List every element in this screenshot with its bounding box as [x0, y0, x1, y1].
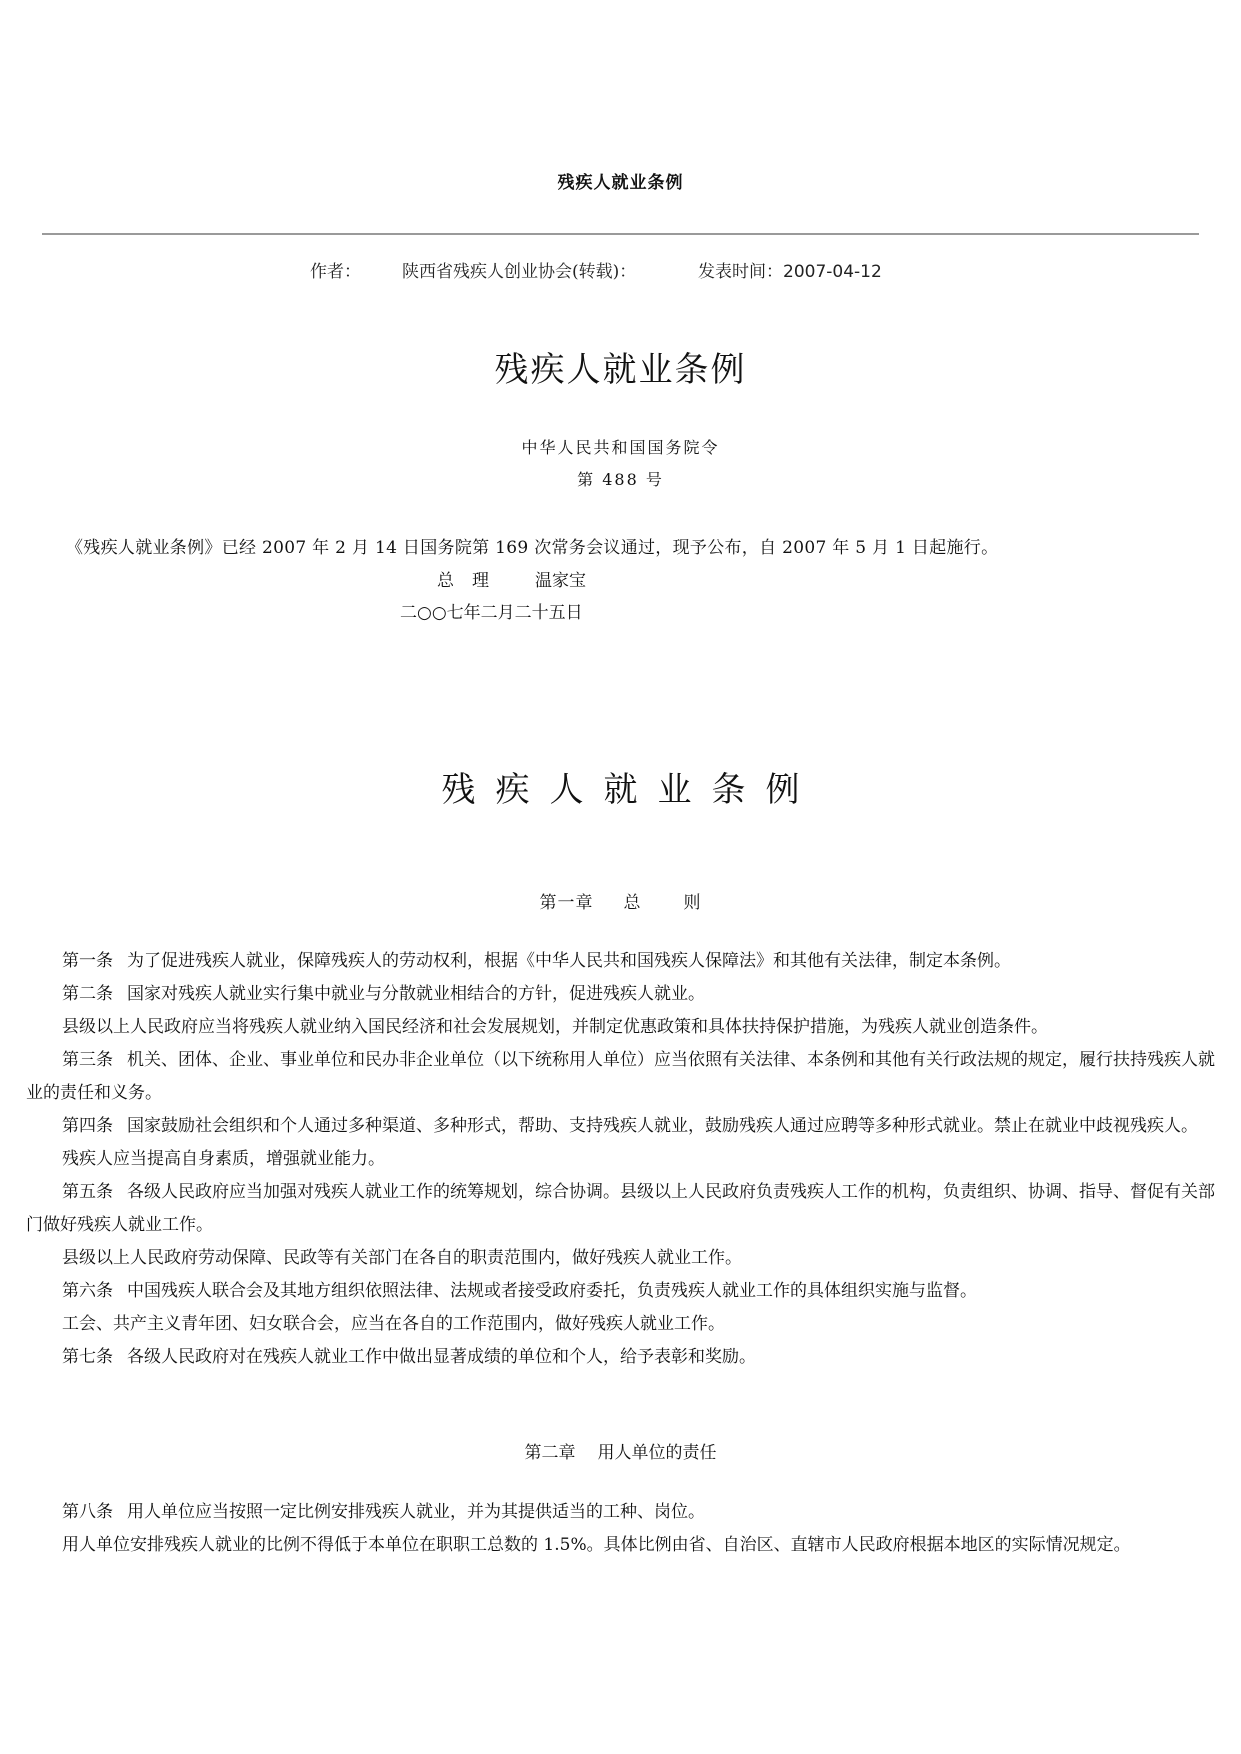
chapter-1-title-a: 总	[623, 893, 642, 913]
article-label: 第五条	[62, 1182, 113, 1202]
article-text: 用人单位安排残疾人就业的比例不得低于本单位在职职工总数的 1.5%。具体比例由省、自治区、直辖市人民政府根据本地区的实际情况规定。	[62, 1535, 1131, 1555]
decree-date: 二○○七年二月二十五日	[400, 603, 583, 623]
article-text: 残疾人应当提高自身素质，增强就业能力。	[62, 1149, 385, 1169]
article-label: 第七条	[62, 1347, 113, 1367]
decree-issuer: 中华人民共和国国务院令	[521, 438, 720, 457]
article-text: 各级人民政府对在残疾人就业工作中做出显著成绩的单位和个人，给予表彰和奖励。	[127, 1347, 756, 1367]
chapter-2-title: 用人单位的责任	[597, 1443, 717, 1463]
chapter-1-heading	[0, 888, 1241, 913]
article-paragraph	[26, 1242, 1216, 1275]
article-text: 国家对残疾人就业实行集中就业与分散就业相结合的方针，促进残疾人就业。	[127, 984, 705, 1004]
article-text: 县级以上人民政府劳动保障、民政等有关部门在各自的职责范围内，做好残疾人就业工作。	[62, 1248, 742, 1268]
article-paragraph	[26, 1341, 1216, 1374]
promulgation-text: 《残疾人就业条例》已经 2007 年 2 月 14 日国务院第 169 次常务会议通过，现予公布，自 2007 年 5 月 1 日起施行。	[66, 538, 999, 558]
decree-title: 残疾人就业条例	[494, 350, 747, 390]
article-paragraph	[26, 1110, 1216, 1143]
article-page-title: 残疾人就业条例	[557, 173, 684, 193]
article-text: 中国残疾人联合会及其地方组织依照法律、法规或者接受政府委托，负责残疾人就业工作的具体组织实施与监督。	[127, 1281, 977, 1301]
article-paragraph	[26, 1275, 1216, 1308]
article-label: 第一条	[62, 951, 113, 971]
chapter-2-heading	[0, 1438, 1241, 1463]
article-text: 机关、团体、企业、事业单位和民办非企业单位（以下统称用人单位）应当依照有关法律、本条例和其他有关行政法规的规定，履行扶持残疾人就业的责任和义务。	[26, 1050, 1215, 1103]
chapter-1-number: 第一章	[539, 893, 594, 913]
article-paragraph	[26, 1176, 1216, 1242]
article-paragraph	[26, 1143, 1216, 1176]
article-label: 第三条	[62, 1050, 113, 1070]
article-label: 第八条	[62, 1502, 113, 1522]
article-text: 工会、共产主义青年团、妇女联合会，应当在各自的工作范围内，做好残疾人就业工作。	[62, 1314, 725, 1334]
article-paragraph	[26, 1308, 1216, 1341]
article-paragraph	[26, 1529, 1216, 1562]
chapter-2-body	[26, 1496, 1216, 1562]
signature-line	[437, 566, 586, 591]
author-value: 陕西省残疾人创业协会(转载)：	[402, 262, 637, 282]
article-paragraph	[26, 978, 1216, 1011]
regulation-title: 残疾人就业条例	[441, 770, 820, 810]
publish-date: 发表时间：2007-04-12	[698, 262, 882, 282]
article-paragraph	[26, 945, 1216, 978]
chapter-1-title-b: 则	[683, 893, 702, 913]
article-paragraph	[26, 1011, 1216, 1044]
decree-number: 第 488 号	[577, 470, 664, 489]
signature-name: 温家宝	[535, 571, 586, 591]
article-paragraph	[26, 1044, 1216, 1110]
article-text: 各级人民政府应当加强对残疾人就业工作的统筹规划，综合协调。县级以上人民政府负责残疾人工作的机构，负责组织、协调、指导、督促有关部门做好残疾人就业工作。	[26, 1182, 1215, 1235]
signature-role: 总理	[437, 571, 507, 591]
article-text: 为了促进残疾人就业，保障残疾人的劳动权利，根据《中华人民共和国残疾人保障法》和其他有关法律，制定本条例。	[127, 951, 1011, 971]
article-text: 国家鼓励社会组织和个人通过多种渠道、多种形式，帮助、支持残疾人就业，鼓励残疾人通过应聘等多种形式就业。禁止在就业中歧视残疾人。	[127, 1116, 1198, 1136]
article-label: 第四条	[62, 1116, 113, 1136]
article-text: 用人单位应当按照一定比例安排残疾人就业，并为其提供适当的工种、岗位。	[127, 1502, 705, 1522]
article-text: 县级以上人民政府应当将残疾人就业纳入国民经济和社会发展规划，并制定优惠政策和具体扶持保护措施，为残疾人就业创造条件。	[62, 1017, 1048, 1037]
author-label: 作者：	[310, 262, 361, 282]
article-label: 第六条	[62, 1281, 113, 1301]
header-divider	[42, 233, 1199, 235]
chapter-1-body	[26, 945, 1216, 1374]
chapter-2-number: 第二章	[524, 1443, 576, 1463]
article-label: 第二条	[62, 984, 113, 1004]
article-paragraph	[26, 1496, 1216, 1529]
